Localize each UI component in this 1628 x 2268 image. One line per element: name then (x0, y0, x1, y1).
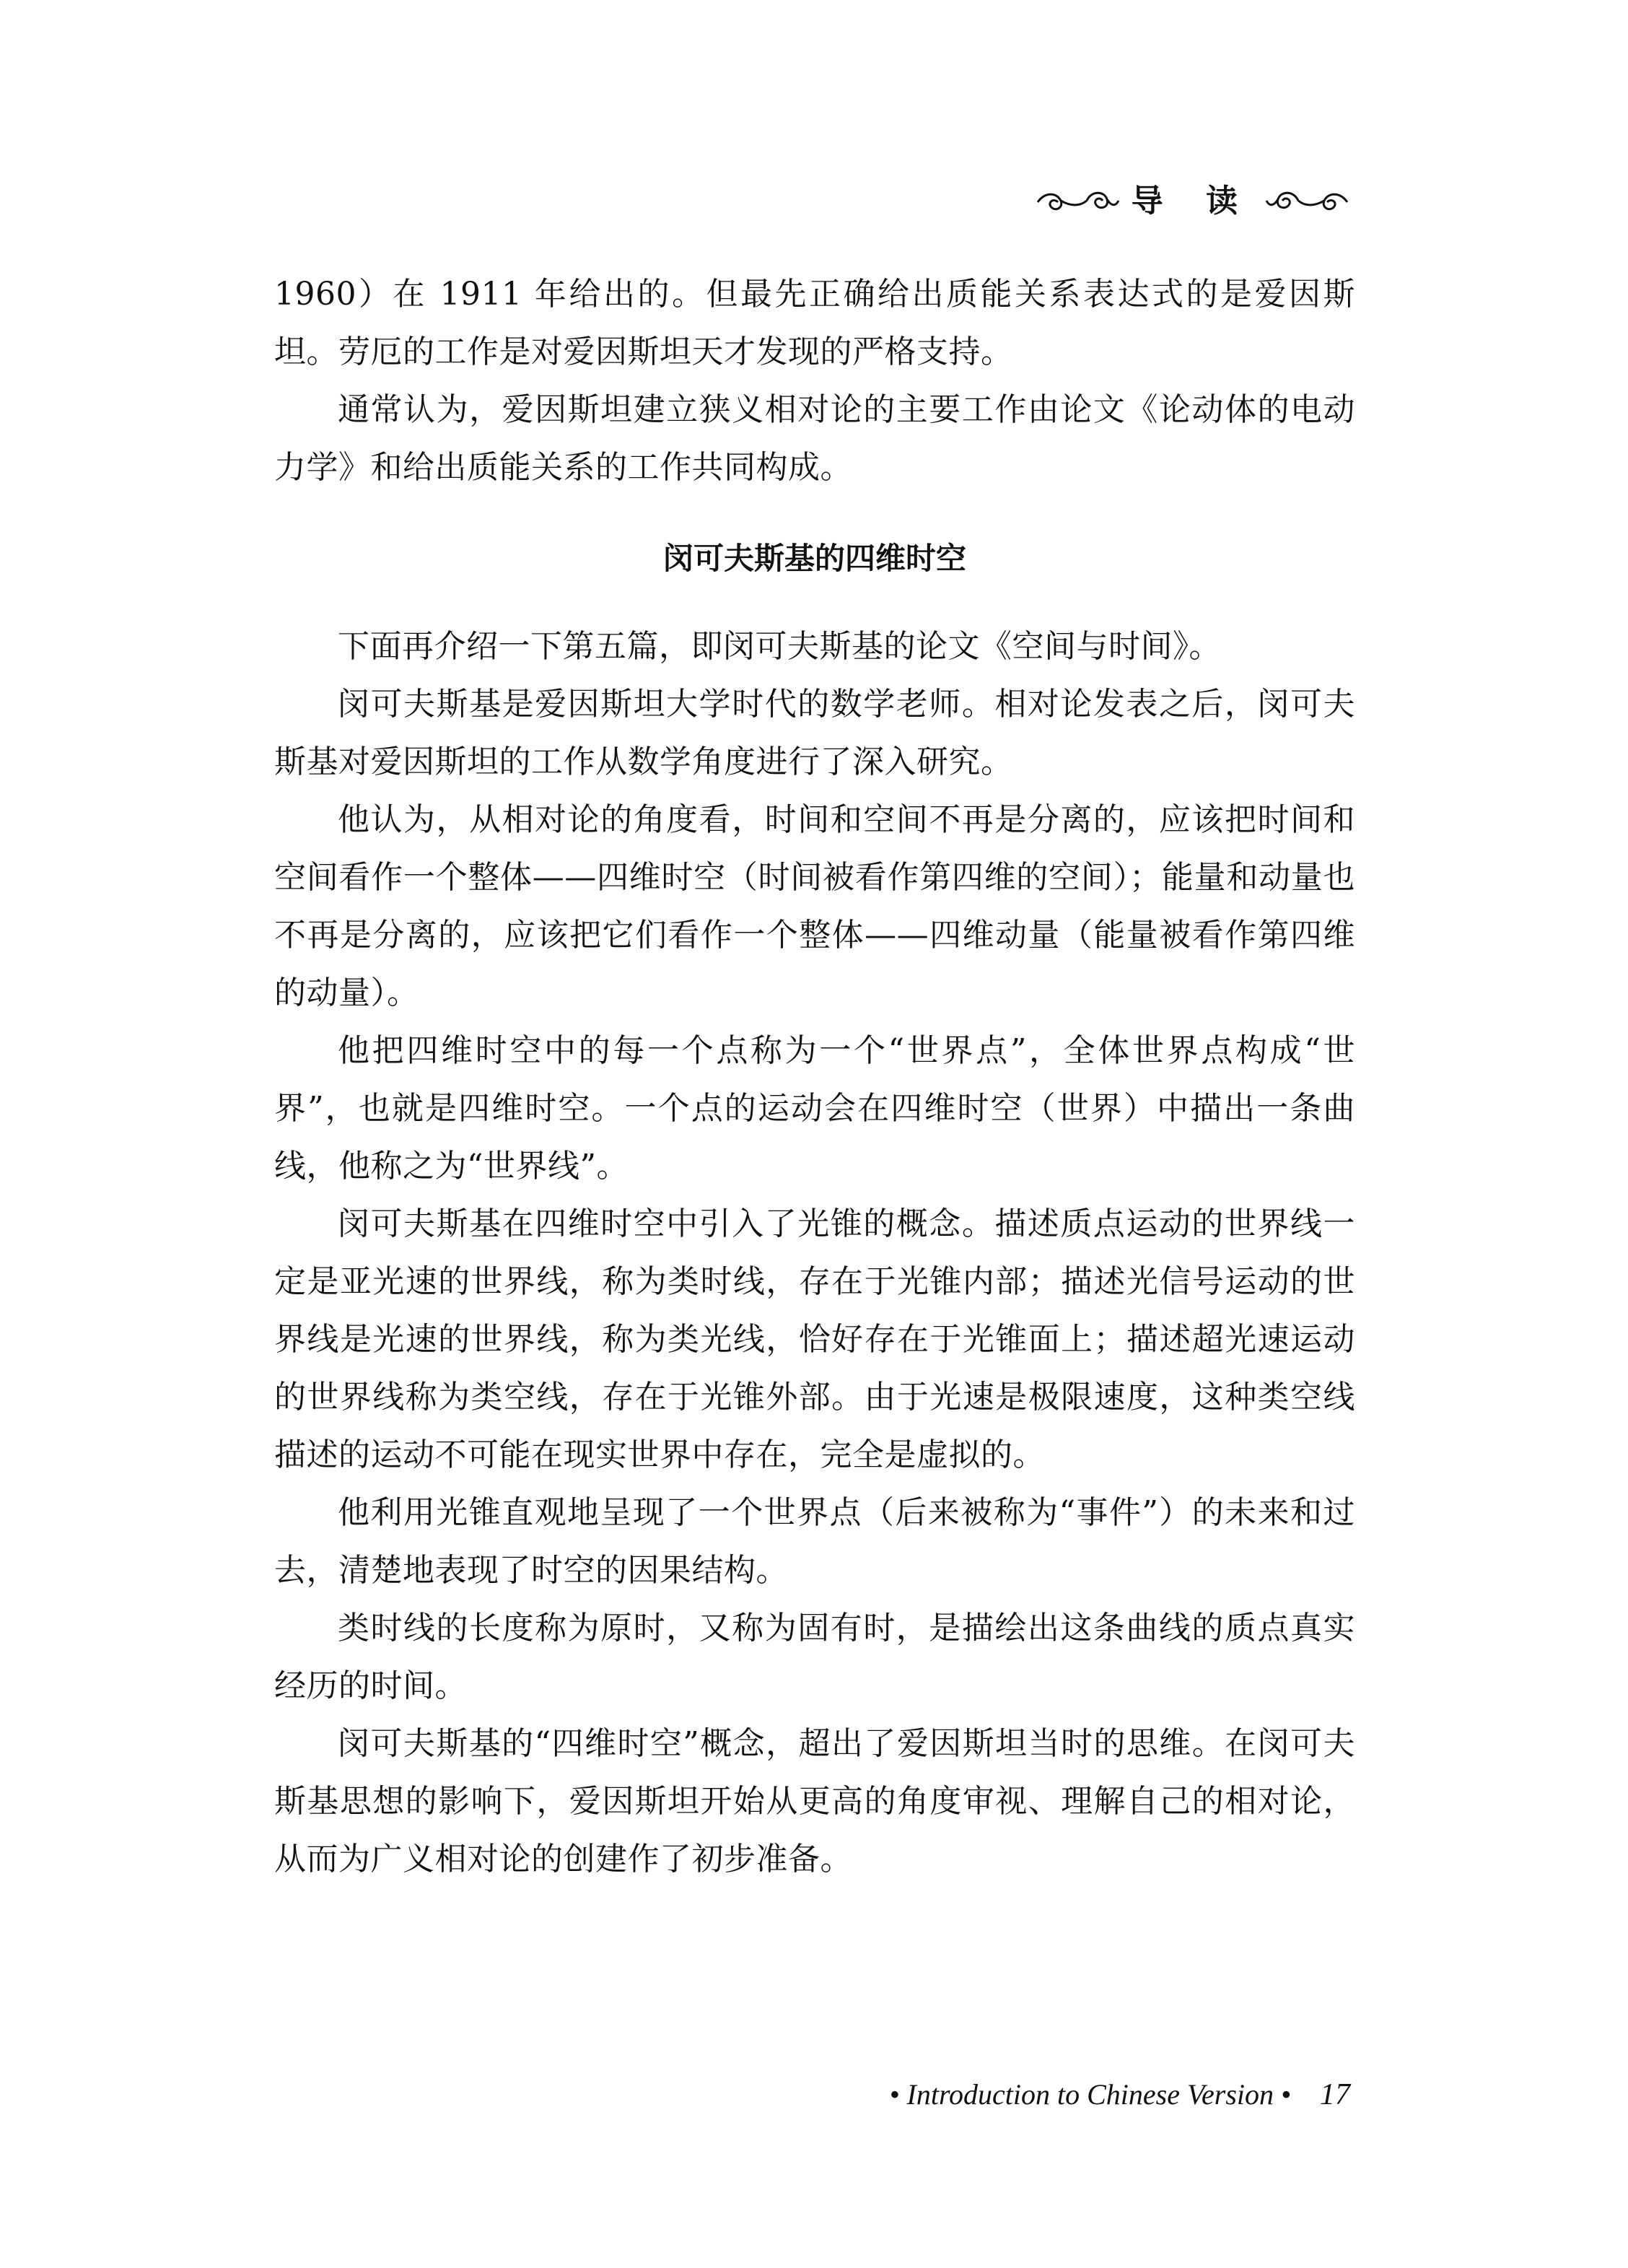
page-header (1035, 172, 1350, 230)
header-title: 导 读 (1131, 183, 1253, 219)
paragraph: 1960）在 1911 年给出的。但最先正确给出质能关系表达式的是爱因斯坦。劳厄的工作是对爱因斯坦天才发现的严格支持。 (274, 276, 1355, 370)
page-body (274, 266, 1355, 1888)
swirl-ornament-right-icon (1264, 185, 1350, 217)
page-number: 17 (1320, 2078, 1350, 2111)
running-title: • Introduction to Chinese Version • (889, 2078, 1291, 2111)
paragraph: 他认为，从相对论的角度看，时间和空间不再是分离的，应该把时间和空间看作一个整体——四维时空（时间被看作第四维的空间）；能量和动量也不再是分离的，应该把它们看作一个整体——四维动量（能量被看作第四维的动量）。 (274, 801, 1355, 1011)
swirl-ornament-left-icon (1035, 185, 1121, 217)
paragraph: 闵可夫斯基是爱因斯坦大学时代的数学老师。相对论发表之后，闵可夫斯基对爱因斯坦的工作从数学角度进行了深入研究。 (274, 686, 1355, 780)
paragraph: 他把四维时空中的每一个点称为一个“世界点”，全体世界点构成“世界”，也就是四维时空。一个点的运动会在四维时空（世界）中描出一条曲线，他称之为“世界线”。 (274, 1032, 1355, 1185)
section-heading: 闵可夫斯基的四维时空 (662, 541, 966, 576)
paragraph: 下面再介绍一下第五篇，即闵可夫斯基的论文《空间与时间》。 (338, 628, 1221, 665)
paragraph: 闵可夫斯基在四维时空中引入了光锥的概念。描述质点运动的世界线一定是亚光速的世界线，称为类时线，存在于光锥内部；描述光信号运动的世界线是光速的世界线，称为类光线，恰好存在于光锥面上；描述超光速运动的世界线称为类空线，存在于光锥外部。由于光速是极限速度，这种类空线描述的运动不可能在现实世界中存在，完全是虚拟的。 (274, 1205, 1355, 1473)
paragraph: 闵可夫斯基的“四维时空”概念，超出了爱因斯坦当时的思维。在闵可夫斯基思想的影响下，爱因斯坦开始从更高的角度审视、理解自己的相对论，从而为广义相对论的创建作了初步准备。 (274, 1725, 1355, 1877)
paragraph: 类时线的长度称为原时，又称为固有时，是描绘出这条曲线的质点真实经历的时间。 (274, 1610, 1355, 1704)
paragraph: 他利用光锥直观地呈现了一个世界点（后来被称为“事件”）的未来和过去，清楚地表现了时空的因果结构。 (274, 1494, 1355, 1589)
page-footer (890, 2077, 1350, 2112)
paragraph: 通常认为，爱因斯坦建立狭义相对论的主要工作由论文《论动体的电动力学》和给出质能关系的工作共同构成。 (274, 391, 1355, 486)
